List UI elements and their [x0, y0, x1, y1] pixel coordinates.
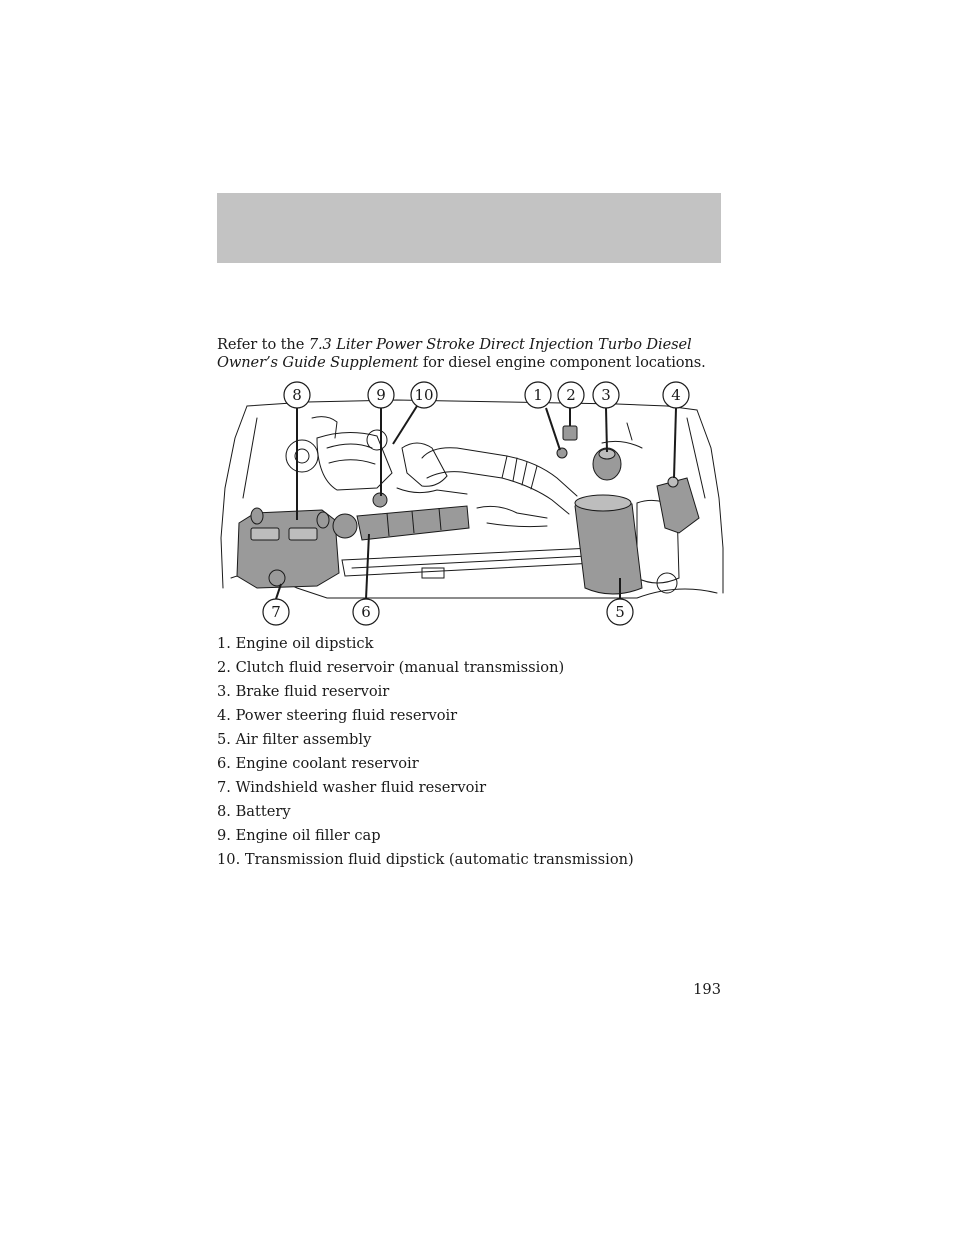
callout-9: 9 [376, 386, 386, 404]
header-band [217, 193, 721, 263]
legend-item: 1. Engine oil dipstick [217, 635, 374, 652]
callout-2: 2 [566, 386, 576, 404]
clutch-fluid-reservoir [563, 426, 577, 440]
intro-guide-title: 7.3 Liter Power Stroke Direct Injection Turbo Diesel Owner’s Guide Supplement [217, 336, 692, 371]
callout-1: 1 [533, 386, 543, 404]
page-number: 193 [693, 981, 721, 998]
intro-prefix: Refer to the [217, 336, 309, 353]
engine-oil-dipstick-handle [557, 448, 567, 458]
battery [237, 508, 339, 588]
air-filter-assembly [575, 495, 642, 594]
power-steering-reservoir [657, 477, 699, 533]
callout-3: 3 [601, 386, 611, 404]
legend-item: 4. Power steering fluid reservoir [217, 707, 458, 724]
callout-5: 5 [615, 603, 625, 621]
legend-item: 6. Engine coolant reservoir [217, 755, 419, 772]
intro-suffix: for diesel engine component locations. [418, 354, 706, 371]
legend-item: 5. Air filter assembly [217, 731, 372, 748]
legend-item: 8. Battery [217, 803, 291, 820]
washer-fluid-reservoir [269, 570, 285, 586]
brake-fluid-reservoir [593, 448, 621, 480]
callout-7: 7 [271, 603, 281, 621]
engine-compartment-diagram [217, 378, 727, 628]
callout-6: 6 [361, 603, 371, 621]
callout-4: 4 [671, 386, 681, 404]
legend-item: 2. Clutch fluid reservoir (manual transmission) [217, 659, 565, 676]
intro-paragraph [217, 336, 737, 372]
legend-item: 7. Windshield washer fluid reservoir [217, 779, 487, 796]
coolant-reservoir [333, 506, 469, 540]
callout-10: 10 [414, 386, 434, 404]
callout-8: 8 [292, 386, 302, 404]
legend-item: 3. Brake fluid reservoir [217, 683, 390, 700]
legend-item: 10. Transmission fluid dipstick (automatic transmission) [217, 851, 634, 868]
legend-item: 9. Engine oil filler cap [217, 827, 381, 844]
component-legend [217, 634, 634, 874]
